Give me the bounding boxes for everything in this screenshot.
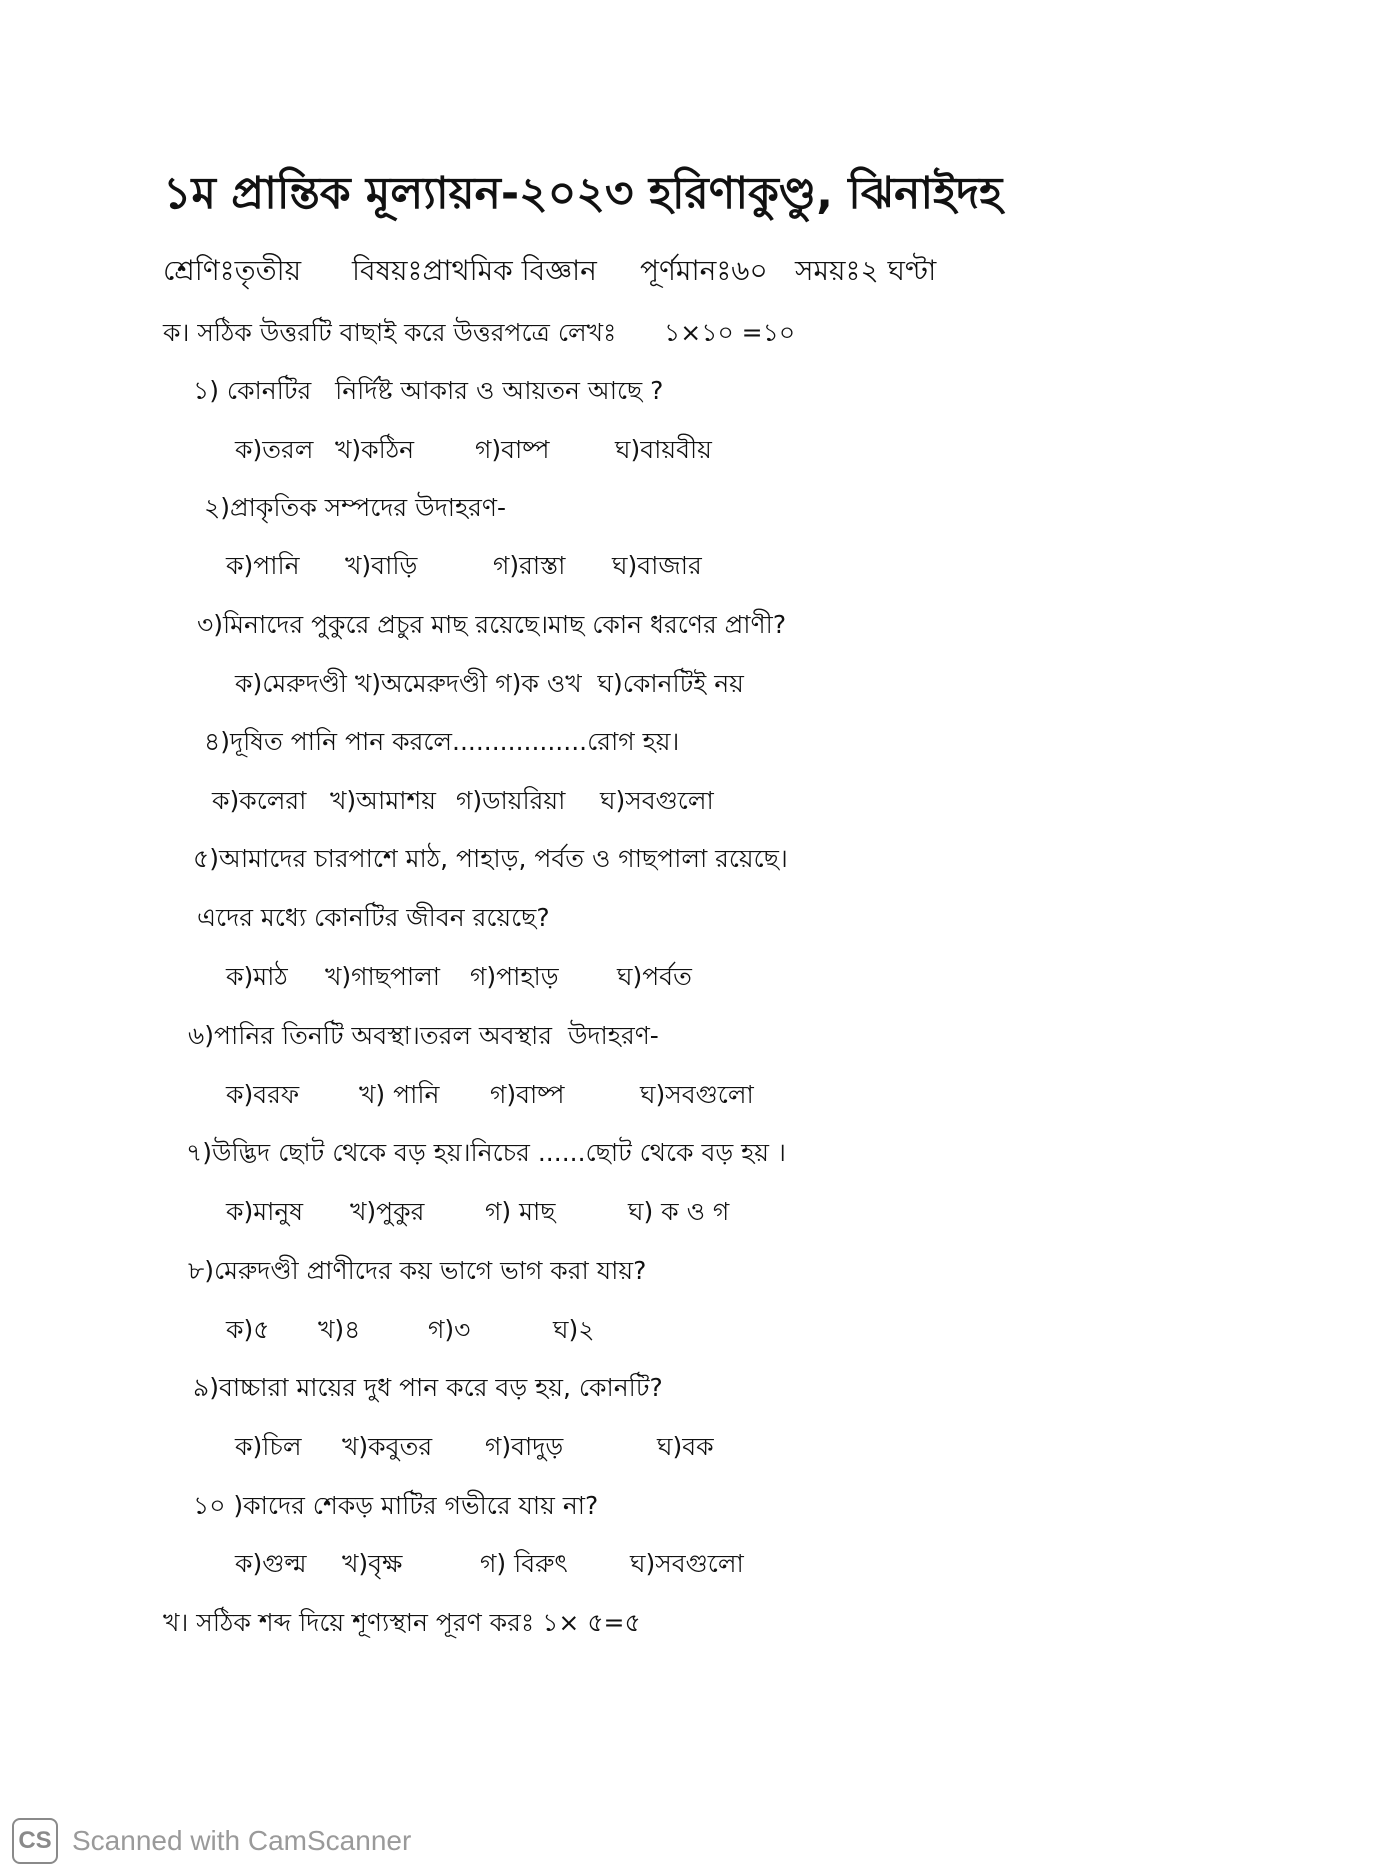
question-5: ৫)আমাদের চারপাশে মাঠ, পাহাড়, পর্বত ও গাছপালা রয়েছে।: [193, 844, 788, 873]
q8-option-a: ক)৫: [226, 1315, 270, 1344]
q9-option-a: ক)চিল: [235, 1432, 302, 1461]
q1-option-a: ক)তরল: [235, 435, 314, 464]
q6-option-c: গ)বাষ্প: [490, 1080, 565, 1109]
q5-option-d: ঘ)পর্বত: [617, 962, 692, 991]
q5-option-b: খ)গাছপালা: [325, 962, 441, 991]
q9-option-c: গ)বাদুড়: [485, 1432, 564, 1461]
class-label: শ্রেণিঃতৃতীয়: [163, 254, 302, 287]
question-9: ৯)বাচ্চারা মায়ের দুধ পান করে বড় হয়, কোনটি?: [193, 1373, 663, 1402]
q7-option-d: ঘ) ক ও গ: [628, 1197, 730, 1226]
q10-option-a: ক)গুল্ম: [235, 1549, 307, 1578]
q2-option-b: খ)বাড়ি: [345, 551, 418, 580]
question-8: ৮)মেরুদণ্ডী প্রাণীদের কয় ভাগে ভাগ করা যায়?: [188, 1256, 647, 1285]
q4-option-c: গ)ডায়রিয়া: [456, 786, 566, 815]
question-4: ৪)দূষিত পানি পান করলে.................রোগ হয়।: [204, 727, 680, 756]
q9-option-d: ঘ)বক: [657, 1432, 714, 1461]
section-a-heading: ক। সঠিক উত্তরটি বাছাই করে উত্তরপত্রে লেখঃ ১×১০ =১০: [163, 318, 796, 347]
q3-options: ক)মেরুদণ্ডী খ)অমেরুদণ্ডী গ)ক ওখ ঘ)কোনটিই নয়: [235, 669, 744, 698]
question-2: ২)প্রাকৃতিক সম্পদের উদাহরণ-: [204, 493, 506, 522]
subject-label: বিষয়ঃপ্রাথমিক বিজ্ঞান: [352, 254, 597, 287]
section-b-heading: খ। সঠিক শব্দ দিয়ে শূণ্যস্থান পূরণ করঃ ১× ৫=৫: [163, 1608, 641, 1637]
q8-option-c: গ)৩: [428, 1315, 471, 1344]
time-label: সময়ঃ২ ঘণ্টা: [795, 254, 937, 287]
q1-option-b: খ)কঠিন: [335, 435, 415, 464]
q6-option-a: ক)বরফ: [226, 1080, 300, 1109]
q4-option-a: ক)কলেরা: [212, 786, 307, 815]
q4-option-d: ঘ)সবগুলো: [600, 786, 714, 815]
question-7: ৭)উদ্ভিদ ছোট থেকে বড় হয়।নিচের ......ছোট থেকে বড় হয় ।: [186, 1138, 786, 1167]
q6-option-d: ঘ)সবগুলো: [640, 1080, 754, 1109]
q1-option-d: ঘ)বায়বীয়: [615, 435, 712, 464]
q5-option-a: ক)মাঠ: [226, 962, 288, 991]
camscanner-text: Scanned with CamScanner: [72, 1825, 412, 1856]
question-10: ১০ )কাদের শেকড় মাটির গভীরে যায় না?: [193, 1491, 599, 1520]
q10-option-c: গ) বিরুৎ: [480, 1549, 568, 1578]
q7-option-b: খ)পুকুর: [350, 1197, 425, 1226]
q10-option-d: ঘ)সবগুলো: [630, 1549, 744, 1578]
question-5-continued: এদের মধ্যে কোনটির জীবন রয়েছে?: [197, 903, 550, 932]
camscanner-logo-icon: CS: [12, 1818, 58, 1864]
q1-option-c: গ)বাষ্প: [475, 435, 550, 464]
q2-option-a: ক)পানি: [226, 551, 300, 580]
camscanner-watermark: [12, 1815, 411, 1867]
q2-option-d: ঘ)বাজার: [612, 551, 702, 580]
q10-option-b: খ)বৃক্ষ: [342, 1549, 403, 1578]
q9-option-b: খ)কবুতর: [342, 1432, 433, 1461]
question-1: ১) কোনটির নির্দিষ্ট আকার ও আয়তন আছে ?: [193, 376, 664, 405]
question-3: ৩)মিনাদের পুকুরে প্রচুর মাছ রয়েছে।মাছ কোন ধরণের প্রাণী?: [197, 610, 787, 639]
q7-option-a: ক)মানুষ: [226, 1197, 304, 1226]
q6-option-b: খ) পানি: [359, 1080, 440, 1109]
q4-option-b: খ)আমাশয়: [330, 786, 436, 815]
q8-option-b: খ)৪: [318, 1315, 361, 1344]
q8-option-d: ঘ)২: [553, 1315, 595, 1344]
q5-option-c: গ)পাহাড়: [470, 962, 559, 991]
question-6: ৬)পানির তিনটি অবস্থা।তরল অবস্থার উদাহরণ-: [188, 1021, 659, 1050]
full-marks-label: পূর্ণমানঃ৬০: [640, 254, 768, 287]
q2-option-c: গ)রাস্তা: [493, 551, 566, 580]
q7-option-c: গ) মাছ: [485, 1197, 556, 1226]
exam-title: ১ম প্রান্তিক মূল্যায়ন-২০২৩ হরিণাকুণ্ডু, ঝিনাইদহ: [163, 168, 1003, 219]
